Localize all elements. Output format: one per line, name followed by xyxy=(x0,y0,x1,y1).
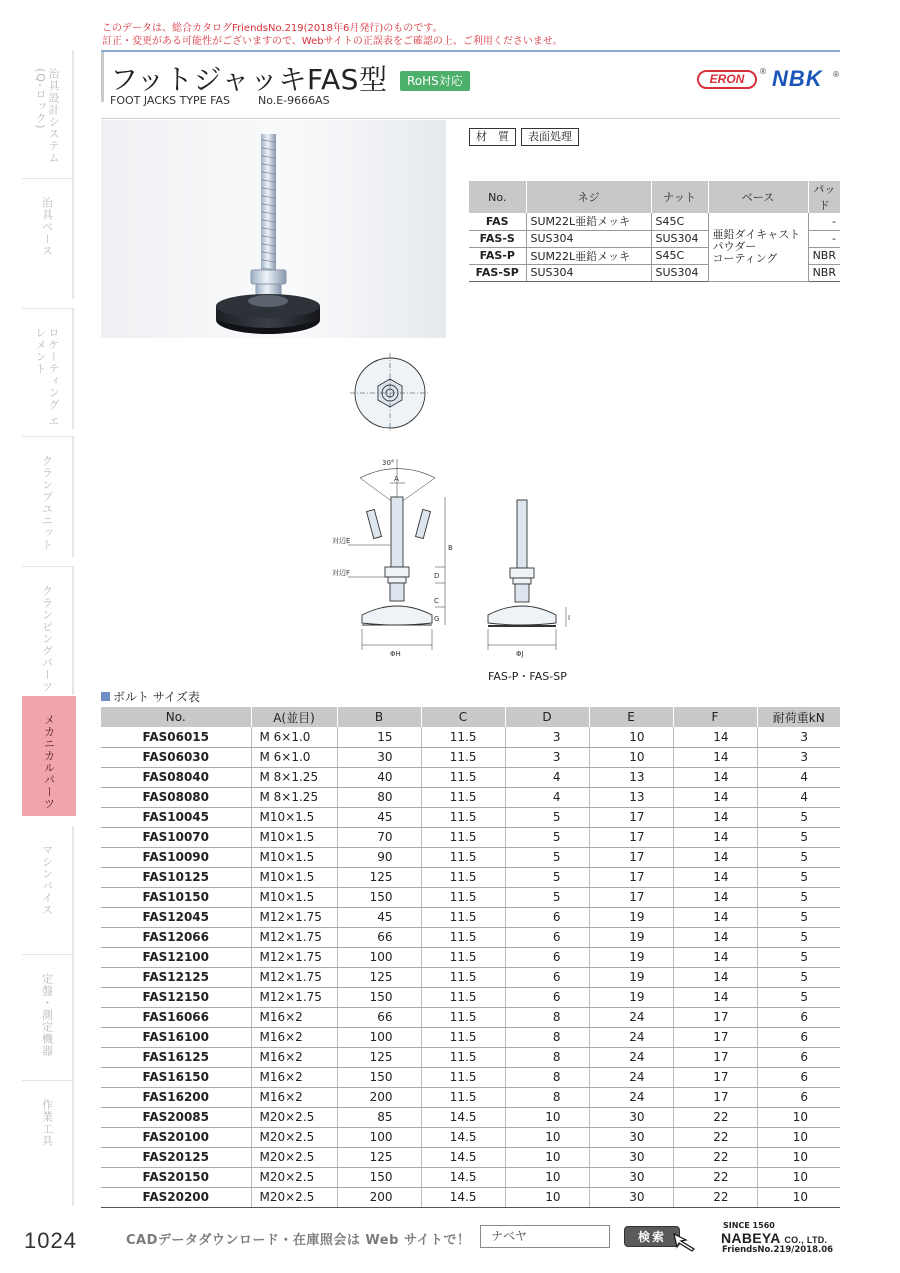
col-a: A(並目) xyxy=(251,707,337,727)
top-view-drawing xyxy=(350,353,430,433)
table-row: FAS08040 M 8×1.25 40 11.5 4 13 14 4 xyxy=(101,767,840,787)
foot-jack-photo-icon xyxy=(101,120,446,338)
dim-j-label: ΦJ xyxy=(516,650,524,658)
side-view-drawing xyxy=(348,459,445,650)
cad-download-text: CADデータダウンロード・在庫照会は Web サイトで！ xyxy=(126,1233,471,1248)
col-base: ベース xyxy=(708,181,808,213)
dim-e-label: 対辺E xyxy=(332,537,351,545)
variant-label: FAS-P・FAS-SP xyxy=(488,670,567,683)
col-load: 耐荷重kN xyxy=(757,707,840,727)
since-text: SINCE 1560 xyxy=(723,1221,775,1230)
tab-machine-vise[interactable]: マシンバイス xyxy=(22,826,74,954)
table-row: FAS12125 M12×1.75 125 11.5 6 19 14 5 xyxy=(101,967,840,987)
catalog-notice xyxy=(102,22,563,48)
table-row: FAS16200 M16×2 200 11.5 8 24 17 6 xyxy=(101,1087,840,1107)
col-nut: ナット xyxy=(651,181,708,213)
dim-b-label: B xyxy=(448,544,453,552)
table-row: FAS06015 M 6×1.0 15 11.5 3 10 14 3 xyxy=(101,727,840,747)
table-row: FAS12100 M12×1.75 100 11.5 6 19 14 5 xyxy=(101,947,840,967)
dim-a-label: A xyxy=(394,475,399,483)
side-view-pad-drawing xyxy=(488,500,566,650)
page-number: 1024 xyxy=(24,1228,77,1253)
table-row: FAS10150 M10×1.5 150 11.5 5 17 14 5 xyxy=(101,887,840,907)
section-square-icon xyxy=(101,692,110,701)
tab-locating-element[interactable]: ロケーティング エレメント xyxy=(22,309,74,429)
tab-mechanical-parts[interactable]: メカニカルパーツ xyxy=(22,696,76,816)
page-title: フットジャッキFAS型 xyxy=(110,63,388,96)
col-no: No. xyxy=(469,181,526,213)
dim-f-label: 対辺F xyxy=(332,569,351,577)
dim-g-label: G xyxy=(434,615,440,623)
table-row: FAS SUM22L亜鉛メッキ S45C 亜鉛ダイキャスト パウダー コーティング - xyxy=(469,213,840,230)
table-row: FAS20200 M20×2.5 200 14.5 10 30 22 10 xyxy=(101,1187,840,1207)
material-label: 材 質 xyxy=(469,128,516,146)
col-pad: パッド xyxy=(808,181,840,213)
table-row: FAS10045 M10×1.5 45 11.5 5 17 14 5 xyxy=(101,807,840,827)
nbk-logo: NBK xyxy=(772,66,823,91)
drawing-labels xyxy=(332,459,570,658)
table-row: FAS20100 M20×2.5 100 14.5 10 30 22 10 xyxy=(101,1127,840,1147)
table-row: FAS16066 M16×2 66 11.5 8 24 17 6 xyxy=(101,1007,840,1027)
col-screw: ネジ xyxy=(526,181,651,213)
notice-line-1: このデータは、総合カタログFriendsNo.219(2018年6月発行)のものです。 xyxy=(102,23,443,34)
notice-line-2: 訂正・変更がある可能性がございますので、Webサイトの正誤表をご確認の上、ご利用くださいませ。 xyxy=(102,36,563,47)
dim-d-label: D xyxy=(434,572,440,580)
col-f: F xyxy=(673,707,757,727)
catalog-edition: FriendsNo.219/2018.06 xyxy=(722,1245,834,1255)
header-rule xyxy=(101,118,840,119)
col-e: E xyxy=(589,707,673,727)
cursor-arrow-icon xyxy=(672,1232,698,1252)
product-subtitle xyxy=(110,94,330,107)
table-row: FAS12150 M12×1.75 150 11.5 6 19 14 5 xyxy=(101,987,840,1007)
tab-jig-base[interactable]: 治具ベース xyxy=(22,179,74,299)
col-d: D xyxy=(505,707,589,727)
dim-h-label: ΦH xyxy=(390,650,401,658)
surface-treatment-label: 表面処理 xyxy=(521,128,579,146)
table-row: FAS16150 M16×2 150 11.5 8 24 17 6 xyxy=(101,1067,840,1087)
registered-mark-icon: ® xyxy=(832,70,840,79)
material-table-header xyxy=(469,181,840,213)
product-photo xyxy=(101,120,446,338)
catalog-number: No.E-9666AS xyxy=(257,94,330,107)
search-button[interactable]: 検索 xyxy=(624,1226,680,1247)
table-row: FAS20125 M20×2.5 125 14.5 10 30 22 10 xyxy=(101,1147,840,1167)
table-row: FAS10125 M10×1.5 125 11.5 5 17 14 5 xyxy=(101,867,840,887)
table-row: FAS-SP SUS304 SUS304 NBR xyxy=(469,264,840,281)
size-table-title: ボルト サイズ表 xyxy=(101,688,200,705)
subtitle-english: FOOT JACKS TYPE FAS xyxy=(110,94,230,107)
material-table xyxy=(469,181,840,282)
eron-logo: ERON xyxy=(697,70,757,89)
table-row: FAS-S SUS304 SUS304 - xyxy=(469,230,840,247)
table-row: FAS16100 M16×2 100 11.5 8 24 17 6 xyxy=(101,1027,840,1047)
table-row: FAS12066 M12×1.75 66 11.5 6 19 14 5 xyxy=(101,927,840,947)
table-row: FAS10070 M10×1.5 70 11.5 5 17 14 5 xyxy=(101,827,840,847)
size-table xyxy=(101,707,840,1208)
col-b: B xyxy=(337,707,421,727)
tab-work-tools[interactable]: 作業工具 xyxy=(22,1081,74,1206)
technical-drawing xyxy=(330,345,590,665)
table-row: FAS06030 M 6×1.0 30 11.5 3 10 14 3 xyxy=(101,747,840,767)
tab-clamping-parts[interactable]: クランピングパーツ xyxy=(22,567,74,695)
table-row: FAS-P SUM22L亜鉛メッキ S45C NBR xyxy=(469,247,840,264)
rohs-badge: RoHS対応 xyxy=(400,71,470,91)
title-accent-bar xyxy=(101,52,104,102)
base-material: 亜鉛ダイキャスト パウダー コーティング xyxy=(708,213,808,281)
table-row: FAS16125 M16×2 125 11.5 8 24 17 6 xyxy=(101,1047,840,1067)
table-row: FAS10090 M10×1.5 90 11.5 5 17 14 5 xyxy=(101,847,840,867)
tab-clamp-unit[interactable]: クランプユニット xyxy=(22,437,74,557)
dim-c-label: C xyxy=(434,597,439,605)
col-c: C xyxy=(421,707,505,727)
tab-jig-design[interactable]: 治具設計システム (Q-ロック) xyxy=(22,50,74,178)
size-table-body xyxy=(101,727,840,1207)
table-row: FAS12045 M12×1.75 45 11.5 6 19 14 5 xyxy=(101,907,840,927)
table-row: FAS08080 M 8×1.25 80 11.5 4 13 14 4 xyxy=(101,787,840,807)
company-logo: NABEYA CO., LTD. xyxy=(721,1230,828,1246)
size-table-header xyxy=(101,707,840,727)
registered-mark-icon: ® xyxy=(759,67,767,76)
title-top-rule xyxy=(101,50,840,52)
dim-i-label: I xyxy=(568,614,571,622)
col-no: No. xyxy=(101,707,251,727)
angle-label: 30° xyxy=(382,459,395,467)
search-input[interactable]: ナベヤ xyxy=(480,1225,610,1248)
table-row: FAS20150 M20×2.5 150 14.5 10 30 22 10 xyxy=(101,1167,840,1187)
tab-surface-plate[interactable]: 定盤・測定機器 xyxy=(22,955,74,1080)
table-row: FAS20085 M20×2.5 85 14.5 10 30 22 10 xyxy=(101,1107,840,1127)
